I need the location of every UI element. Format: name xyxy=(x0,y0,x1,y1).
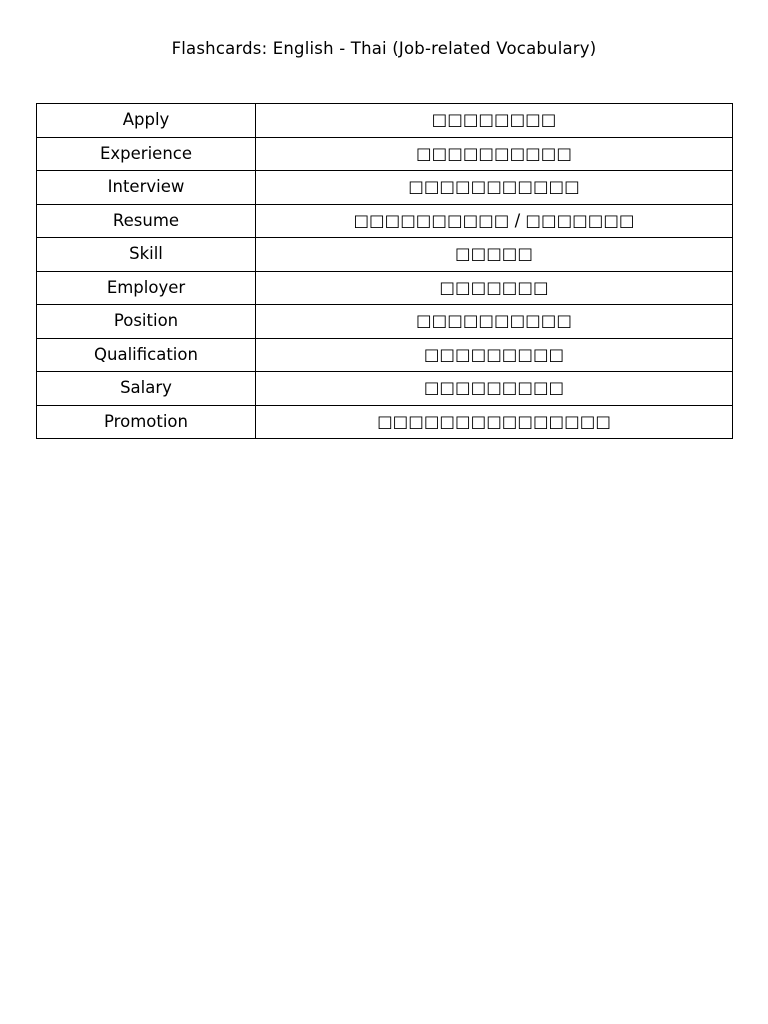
table-row xyxy=(37,271,733,305)
english-word: Employer xyxy=(37,271,256,305)
thai-translation: □□□□□□□□□□□□□□□ xyxy=(256,405,733,439)
english-word: Experience xyxy=(37,137,256,171)
table-row xyxy=(37,238,733,272)
thai-translation: □□□□□□□□□□ xyxy=(256,305,733,339)
english-word: Salary xyxy=(37,372,256,406)
thai-translation: □□□□□□□□ xyxy=(256,104,733,138)
thai-translation: □□□□□□□□□□ xyxy=(256,137,733,171)
table-row xyxy=(37,405,733,439)
table-row xyxy=(37,171,733,205)
english-word: Apply xyxy=(37,104,256,138)
english-word: Skill xyxy=(37,238,256,272)
vocabulary-table xyxy=(36,103,733,439)
english-word: Position xyxy=(37,305,256,339)
thai-translation: □□□□□□□□□ xyxy=(256,338,733,372)
table-row xyxy=(37,305,733,339)
table-row xyxy=(37,204,733,238)
english-word: Qualification xyxy=(37,338,256,372)
thai-translation: □□□□□ xyxy=(256,238,733,272)
page-title: Flashcards: English - Thai (Job-related Vocabulary) xyxy=(171,39,597,58)
thai-translation: □□□□□□□□□□ / □□□□□□□ xyxy=(256,204,733,238)
table-row xyxy=(37,104,733,138)
thai-translation: □□□□□□□ xyxy=(256,271,733,305)
thai-translation: □□□□□□□□□ xyxy=(256,372,733,406)
english-word: Promotion xyxy=(37,405,256,439)
table-row xyxy=(37,372,733,406)
english-word: Interview xyxy=(37,171,256,205)
table-row xyxy=(37,137,733,171)
thai-translation: □□□□□□□□□□□ xyxy=(256,171,733,205)
english-word: Resume xyxy=(37,204,256,238)
table-row xyxy=(37,338,733,372)
